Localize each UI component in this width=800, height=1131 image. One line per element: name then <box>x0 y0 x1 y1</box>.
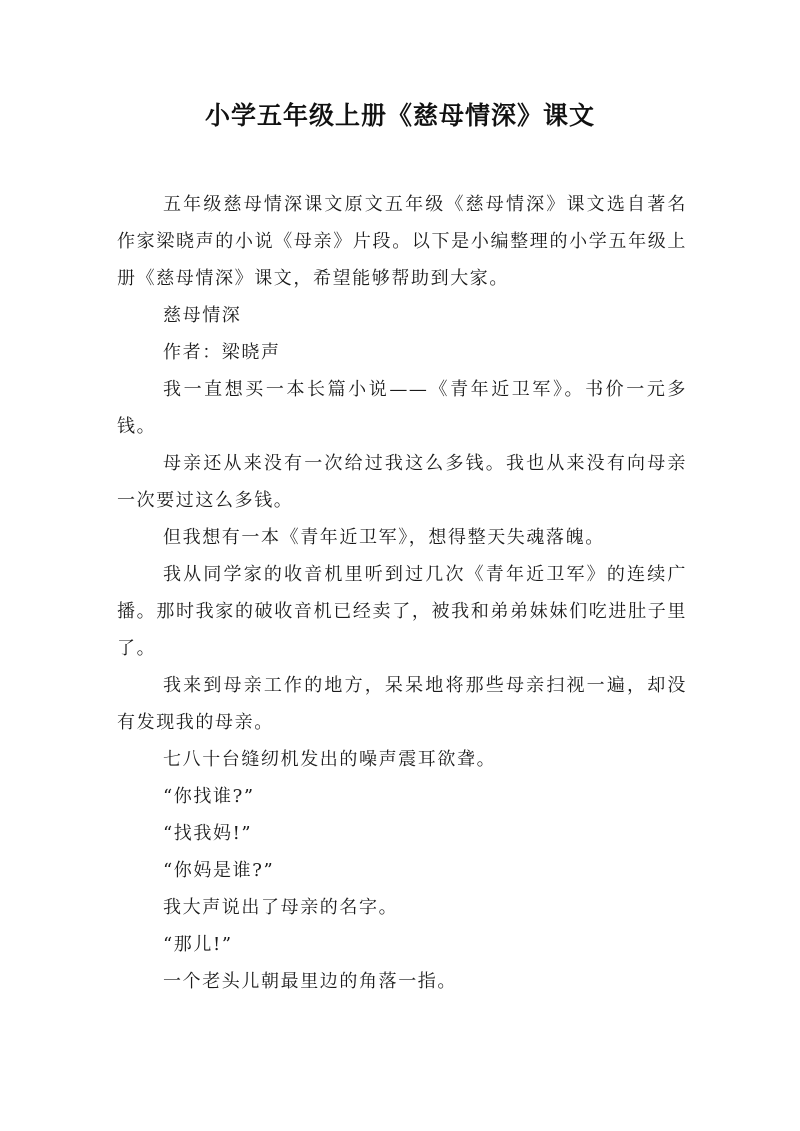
paragraph-intro: 五年级慈母情深课文原文五年级《慈母情深》课文选自著名作家梁晓声的小说《母亲》片段。以下是小编整理的小学五年级上册《慈母情深》课文，希望能够帮助到大家。 <box>117 194 687 289</box>
paragraph: 七八十台缝纫机发出的噪声震耳欲聋。 <box>163 749 497 770</box>
paragraph: 我大声说出了母亲的名字。 <box>163 897 399 918</box>
page-title: 小学五年级上册《慈母情深》课文 <box>204 101 595 130</box>
paragraph: 我从同学家的收音机里听到过几次《青年近卫军》的连续广播。那时我家的破收音机已经卖了，被我和弟弟妹妹们吃进肚子里了。 <box>117 564 687 659</box>
dialogue-line: “找我妈!” <box>163 823 253 844</box>
paragraph: 我来到母亲工作的地方，呆呆地将那些母亲扫视一遍，却没有发现我的母亲。 <box>117 675 687 733</box>
dialogue-line: “那儿!” <box>163 934 233 955</box>
dialogue-line: “你找谁?” <box>163 786 255 807</box>
paragraph-story-title: 慈母情深 <box>163 305 242 326</box>
dialogue-line: “你妈是谁?” <box>163 860 275 881</box>
paragraph-author: 作者：梁晓声 <box>163 342 281 363</box>
paragraph: 一个老头儿朝最里边的角落一指。 <box>163 971 457 992</box>
article-body <box>117 186 687 1000</box>
paragraph: 但我想有一本《青年近卫军》，想得整天失魂落魄。 <box>163 527 605 548</box>
paragraph: 我一直想买一本长篇小说——《青年近卫军》。书价一元多钱。 <box>117 379 687 437</box>
paragraph: 母亲还从来没有一次给过我这么多钱。我也从来没有向母亲一次要过这么多钱。 <box>117 453 687 511</box>
